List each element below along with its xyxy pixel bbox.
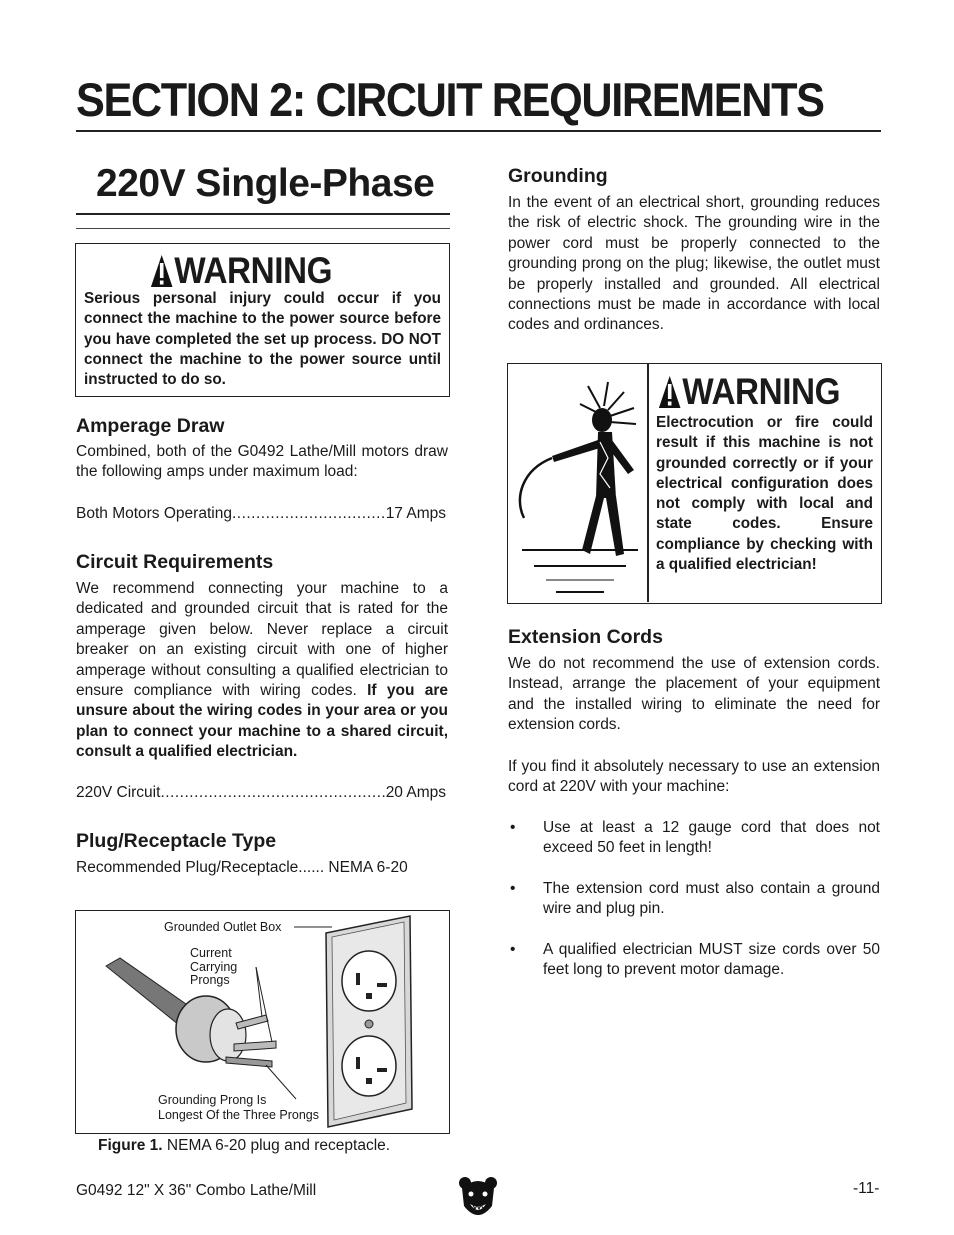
extension-text-2: If you find it absolutely necessary to use an extension cord at 220V with your machine:: [508, 758, 880, 796]
bullet-icon: •: [510, 941, 516, 958]
figure-caption-label: Figure 1.: [98, 1137, 163, 1154]
amperage-row-label: Both Motors Operating: [76, 505, 232, 522]
list-item: [508, 818, 880, 859]
label-ground-line2: Longest Of the Three Prongs: [158, 1108, 319, 1122]
circuit-text-regular: We recommend connecting your machine to a dedicated and grounded circuit that is rated for the amperage given below. Never replace a circuit breaker on an existing circuit with one of higher amperage without consulting a qualified electrician to ensure compliance with wiring codes.: [76, 580, 448, 700]
circuit-text: [76, 579, 448, 763]
figure-caption: [98, 1137, 390, 1155]
bullet-text: The extension cord must also contain a ground wire and plug pin.: [543, 880, 880, 918]
warning-text: Serious personal injury could occur if you connect the machine to the power source before you have completed the set up process. DO NOT connect the machine to the power source until instructed to do so.: [84, 290, 441, 389]
warning-triangle-icon: [658, 375, 681, 409]
warning-header: [658, 371, 840, 413]
list-item: [508, 879, 880, 920]
bullet-icon: •: [510, 880, 516, 897]
circuit-heading: Circuit Requirements: [76, 551, 274, 573]
bear-head-icon: [458, 1176, 498, 1222]
circuit-text-bold: If you are unsure about the wiring codes in your area or you plan to connect your machine to a shared circuit, consult a qualified electrician.: [76, 682, 448, 761]
amperage-text: Combined, both of the G0492 Lathe/Mill motors draw the following amps under maximum load:: [76, 443, 448, 481]
warning-text: Electrocution or fire could result if this machine is not grounded correctly or if your electrical configuration does not comply with local and state codes. Ensure compliance by checking with a qualified electrician!: [656, 414, 873, 574]
label-ground-line1: Grounding Prong Is: [158, 1093, 267, 1107]
subsection-rule: [76, 213, 450, 215]
warning-divider: [647, 364, 649, 602]
warning-box-electrocution: [507, 363, 882, 604]
subsection-rule-thin: [76, 228, 450, 229]
page-number: -11-: [853, 1180, 880, 1197]
figure-caption-text: NEMA 6-20 plug and receptacle.: [166, 1137, 391, 1154]
label-outlet-box: Grounded Outlet Box: [164, 920, 282, 934]
section-title: SECTION 2: CIRCUIT REQUIREMENTS: [76, 73, 824, 126]
section-title-rule: [76, 130, 881, 132]
amperage-row: [76, 504, 446, 524]
plug-heading: Plug/Receptacle Type: [76, 830, 277, 852]
label-current-line2: Carrying: [190, 959, 238, 974]
plug-text: Recommended Plug/Receptacle...... NEMA 6-20: [76, 859, 408, 876]
warning-triangle-icon: [150, 254, 173, 288]
warning-label: WARNING: [682, 371, 841, 412]
amperage-row-value: 17 Amps: [385, 505, 446, 522]
warning-box-injury: [75, 243, 450, 397]
grounding-text: In the event of an electrical short, grounding reduces the risk of electric shock. The grounding wire in the power cord must be properly connected to the grounding prong on the plug; likewise, the outlet must be properly installed and grounded. All electrical connections must be made in accordance with local codes and ordinances.: [508, 194, 880, 334]
label-ground-prong: [158, 1093, 319, 1123]
figure-plug-receptacle: [75, 910, 450, 1134]
bullet-text: Use at least a 12 gauge cord that does not exceed 50 feet in length!: [543, 819, 880, 857]
grounding-heading: Grounding: [508, 165, 608, 187]
label-current-line1: Current: [190, 946, 232, 960]
electrocution-figure-icon: [512, 378, 644, 598]
list-item: [508, 940, 880, 981]
footer-model: G0492 12" X 36" Combo Lathe/Mill: [76, 1182, 317, 1199]
circuit-row-value: 20 Amps: [385, 784, 446, 801]
leader-dots: [232, 504, 386, 524]
circuit-row-label: 220V Circuit: [76, 784, 161, 801]
leader-dots: [160, 783, 385, 803]
amperage-heading: Amperage Draw: [76, 415, 225, 437]
warning-label: WARNING: [174, 250, 333, 291]
extension-text-1: We do not recommend the use of extension cords. Instead, arrange the placement of your equipment and the installed wiring to eliminate the need for extension cords.: [508, 655, 880, 734]
label-current-prongs: [190, 947, 237, 988]
subsection-title: 220V Single-Phase: [96, 162, 435, 205]
circuit-row: [76, 783, 446, 803]
label-current-line3: Prongs: [190, 973, 230, 987]
bullet-text: A qualified electrician MUST size cords over 50 feet long to prevent motor damage.: [543, 941, 880, 979]
bullet-icon: •: [510, 819, 516, 836]
extension-heading: Extension Cords: [508, 626, 663, 648]
warning-header: [150, 250, 332, 292]
